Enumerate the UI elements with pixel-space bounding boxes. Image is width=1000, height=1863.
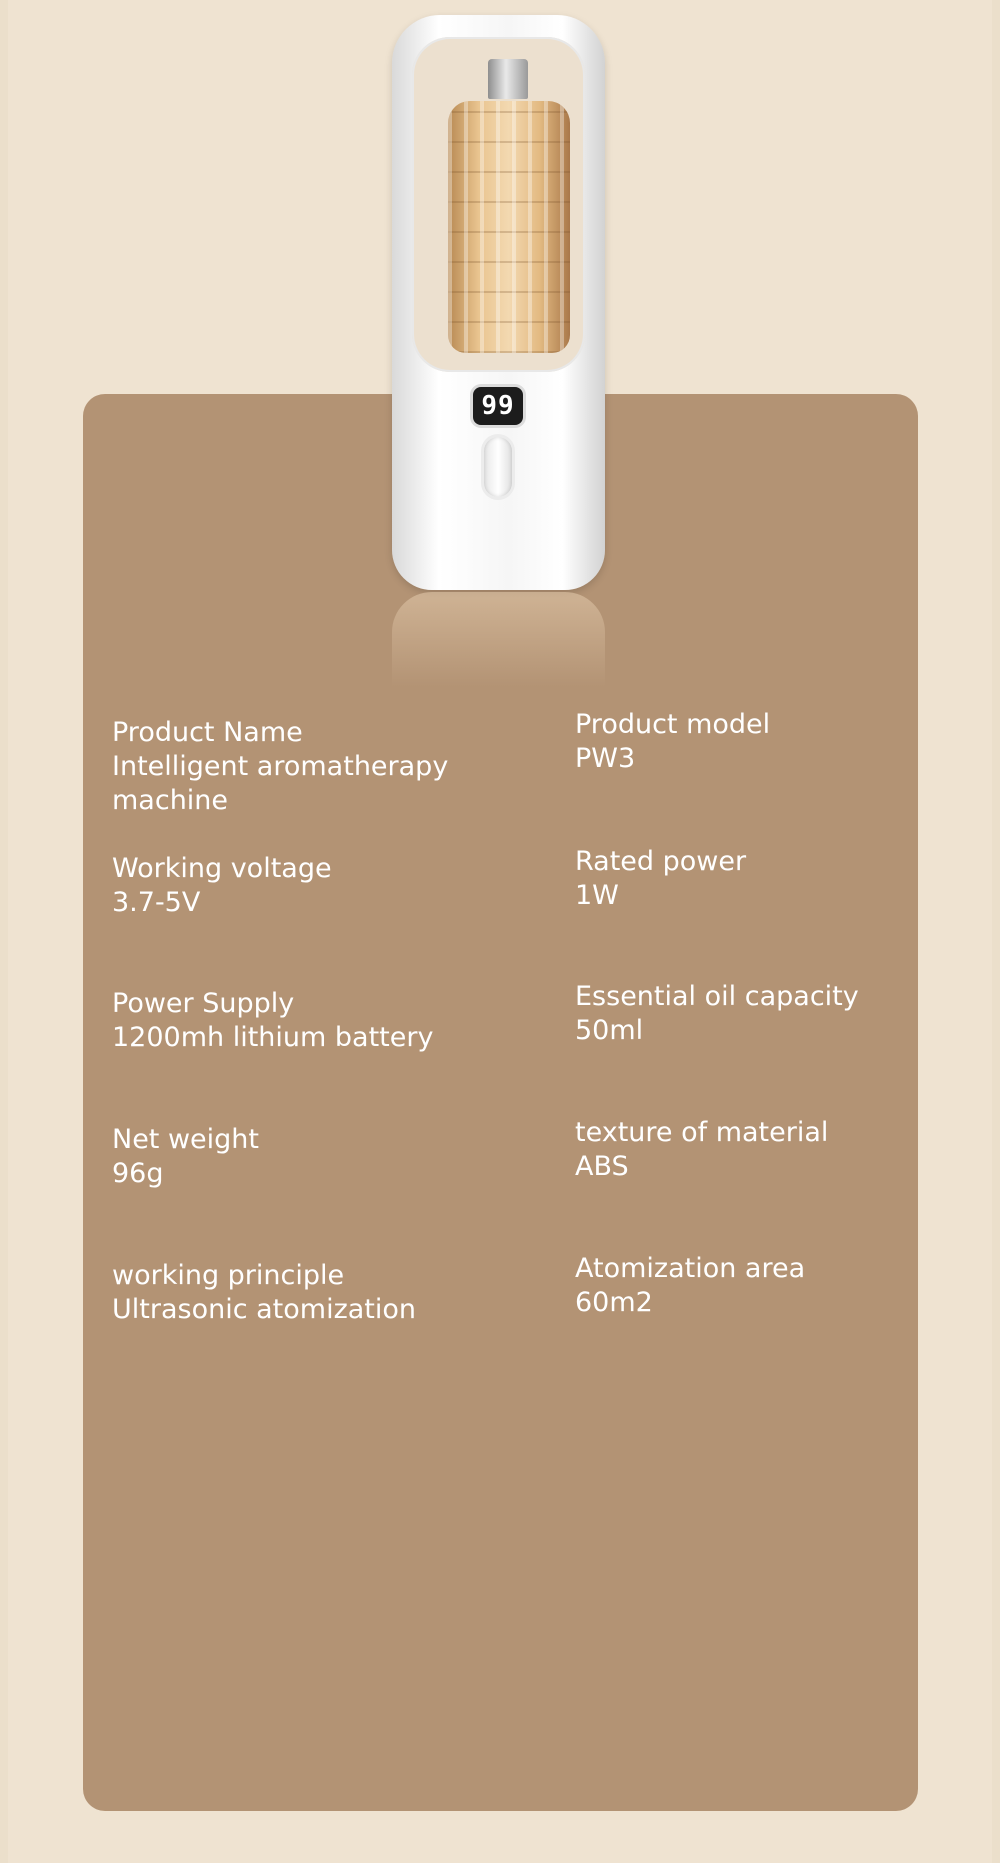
power-button — [484, 437, 512, 497]
spec-label: Rated power — [575, 846, 747, 877]
spec-power-supply — [112, 987, 512, 1055]
spec-value: 1200mh lithium battery — [112, 1022, 434, 1053]
spec-product-model — [575, 708, 975, 776]
spec-net-weight — [112, 1123, 512, 1191]
spec-value: 3.7-5V — [112, 887, 201, 918]
spec-essential-oil-capacity — [575, 980, 975, 1048]
bottle-cap — [488, 59, 528, 99]
spec-label: Product Name — [112, 717, 303, 748]
device-reflection — [392, 592, 605, 687]
spec-label: working principle — [112, 1260, 345, 1291]
spec-rated-power — [575, 845, 975, 913]
spec-value: ABS — [575, 1151, 629, 1182]
spec-value: 1W — [575, 880, 619, 911]
spec-value: Intelligent aromatherapy machine — [112, 751, 449, 816]
spec-product-name — [112, 716, 512, 818]
spec-label: Working voltage — [112, 853, 332, 884]
device-window — [412, 37, 585, 372]
spec-label: Net weight — [112, 1124, 260, 1155]
aromatherapy-device-image — [392, 15, 607, 590]
spec-label: Product model — [575, 709, 771, 740]
spec-value: 96g — [112, 1158, 164, 1189]
spec-atomization-area — [575, 1252, 975, 1320]
digital-display: 99 — [473, 387, 523, 425]
spec-working-voltage — [112, 852, 512, 920]
spec-value: Ultrasonic atomization — [112, 1294, 417, 1325]
spec-label: texture of material — [575, 1117, 829, 1148]
spec-value: 50ml — [575, 1015, 644, 1046]
spec-label: Atomization area — [575, 1253, 806, 1284]
spec-label: Essential oil capacity — [575, 981, 859, 1012]
spec-label: Power Supply — [112, 988, 295, 1019]
spec-texture-of-material — [575, 1116, 975, 1184]
oil-bottle — [448, 101, 570, 353]
spec-working-principle — [112, 1259, 512, 1327]
spec-value: 60m2 — [575, 1287, 653, 1318]
spec-value: PW3 — [575, 743, 636, 774]
